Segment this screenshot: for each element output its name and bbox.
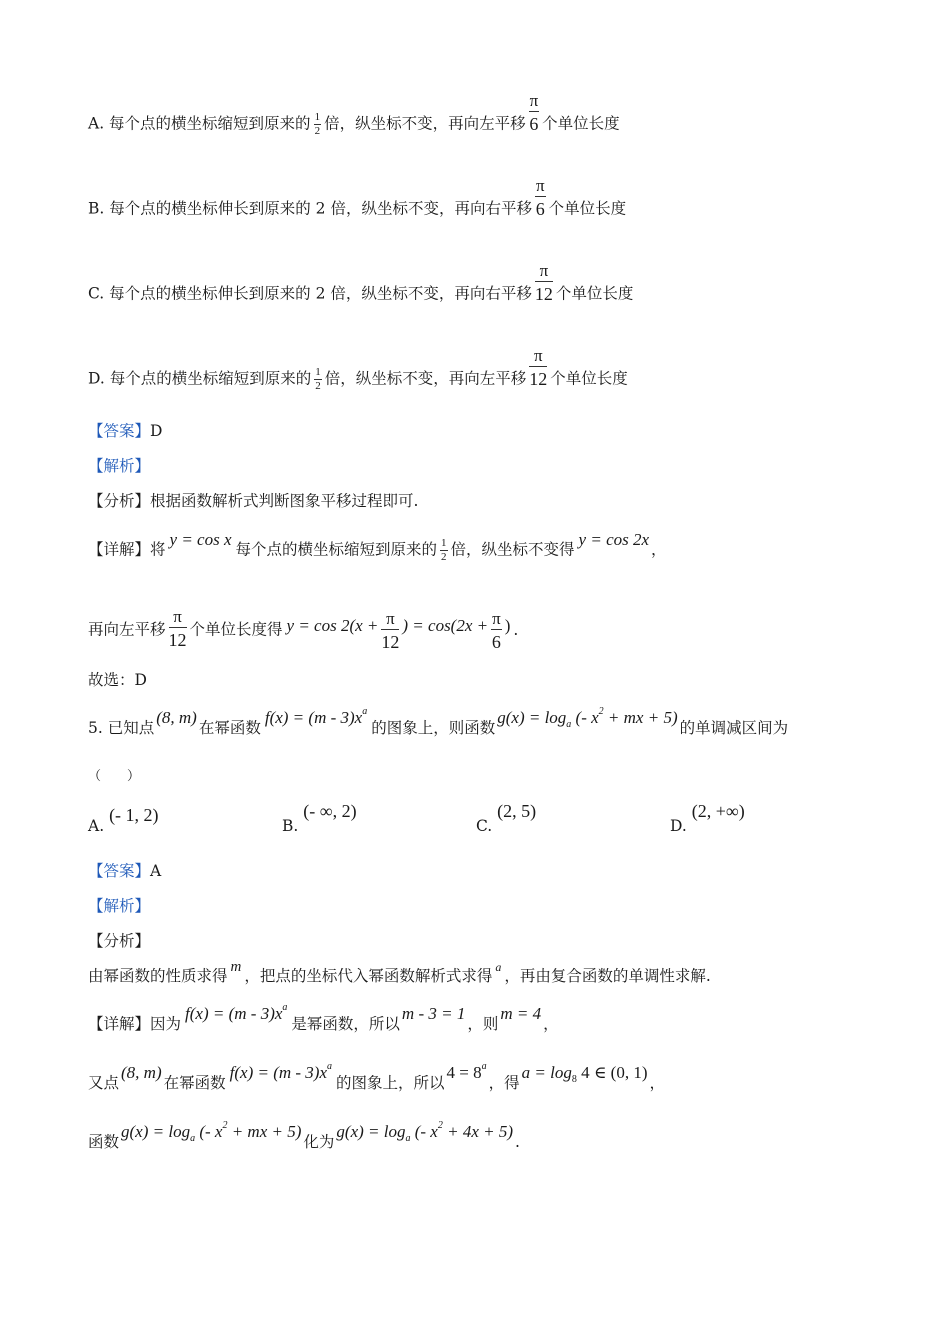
stem-text: 的单调减区间为 [679, 719, 789, 737]
math-expr: ) [504, 615, 511, 635]
fenxi-tag: 【分析】 [88, 932, 151, 950]
paren-blank: （ ） [88, 769, 141, 784]
option-b-shift: $\frac{\pi}{6}$ [535, 176, 545, 219]
detail-tag: 【详解】 [88, 1015, 151, 1033]
choice-label: A. [88, 817, 105, 835]
math-fraction: $\frac{\pi}{12}$ [381, 609, 400, 652]
option-c-shift: $\frac{\pi}{12}$ [534, 261, 553, 304]
answer-value: A [150, 862, 162, 880]
math-eq: m = 4 [500, 1004, 542, 1023]
option-d-shift: $\frac{\pi}{12}$ [529, 346, 548, 389]
detail-text: ，得 [488, 1074, 520, 1092]
choice-label: D. [670, 817, 687, 835]
q5-paren [88, 767, 140, 787]
choice-text: 故选：D [88, 671, 147, 689]
math-func-f: $f(x) = (m - 3)x^a$ [264, 706, 368, 727]
option-c-suffix: 个单位长度 [555, 284, 634, 303]
fenxi-text: 由幂函数的性质求得 [88, 967, 228, 985]
detail-fraction: $\frac{\pi}{12}$ [168, 607, 187, 650]
option-a-suffix: 个单位长度 [542, 114, 620, 133]
q4-detail-2 [88, 607, 519, 652]
fenxi-text: 根据函数解析式判断图象平移过程即可. [150, 492, 419, 510]
choice-label: C. [476, 817, 493, 835]
math-eq: $4 = 8^a$ [446, 1061, 487, 1082]
math-func-f: $f(x) = (m - 3)x^a$ [229, 1061, 333, 1082]
detail-text: 将 [150, 540, 166, 559]
option-c-prefix: C. 每个点的横坐标伸长到原来的 2 倍，纵坐标不变，再向右平移 [88, 284, 532, 303]
math-var-m: m [230, 959, 242, 975]
q5-choice-a [88, 805, 159, 835]
math-expr: y = cos 2x [578, 529, 650, 549]
stem-text: 在幂函数 [198, 719, 261, 737]
option-a [88, 91, 620, 145]
option-c [88, 261, 634, 315]
option-a-middle: 倍，纵坐标不变，再向左平移 [324, 114, 526, 133]
q4-fenxi [88, 491, 418, 511]
detail-text: ， [649, 1074, 666, 1092]
detail-text: 又点 [88, 1074, 120, 1092]
q5-choice-d [670, 801, 745, 835]
q5-fenxi-text [88, 959, 711, 987]
q5-stem [88, 706, 789, 738]
answer-tag: 【答案】 [88, 422, 151, 440]
q5-choice-b [282, 801, 357, 835]
math-var-a: a [495, 960, 502, 974]
detail-text: 个单位长度得 [189, 620, 283, 639]
option-a-shift: $\frac{\pi}{6}$ [529, 91, 539, 134]
math-fraction: $\frac{\pi}{6}$ [491, 609, 501, 652]
math-expr: y = cos 2(x + [286, 615, 379, 635]
q5-analysis-tag [88, 896, 150, 916]
math-point: (8, m) [156, 708, 197, 727]
detail-text: 是幂函数，所以 [291, 1015, 400, 1033]
detail-text: 因为 [150, 1015, 182, 1033]
detail-text: ， [651, 540, 667, 559]
fenxi-text: ，再由复合函数的单调性求解. [504, 967, 711, 985]
option-d-fraction: $\frac{1}{2}$ [315, 366, 321, 392]
stem-text: 5. 已知点 [88, 719, 155, 737]
math-func-g: $g(x) = \log_a$ (- $x^2 + 4x + 5$) [336, 1120, 513, 1144]
q5-detail-2 [88, 1061, 666, 1093]
option-a-prefix: A. 每个点的横坐标缩短到原来的 [88, 114, 311, 133]
detail-text: . [515, 1133, 520, 1151]
math-func-f: $f(x) = (m - 3)x^a$ [185, 1002, 288, 1023]
q5-answer [88, 861, 161, 881]
math-eq: $a = \log_8 4$ ∈ (0, 1) [521, 1063, 648, 1085]
fenxi-tag: 【分析】 [88, 492, 151, 510]
q4-analysis-tag [88, 456, 150, 476]
choice-label: B. [282, 817, 299, 835]
detail-text: 化为 [303, 1133, 335, 1151]
math-point: (8, m) [121, 1063, 162, 1082]
q4-answer [88, 421, 162, 441]
detail-text: 函数 [88, 1133, 120, 1151]
q5-detail-1 [88, 1002, 559, 1034]
choice-value: (- 1, 2) [109, 805, 159, 825]
detail-text: . [513, 620, 519, 639]
option-d-prefix: D. 每个点的横坐标缩短到原来的 [88, 369, 312, 388]
q5-fenxi-tag [88, 931, 150, 951]
detail-text: 在幂函数 [163, 1074, 226, 1092]
choice-value: (2, 5) [497, 801, 537, 821]
math-func-g: $g(x) = \log_a$ (- $x^2$ + mx + 5) [497, 706, 678, 730]
detail-text: ， [543, 1015, 559, 1033]
option-b-suffix: 个单位长度 [548, 199, 627, 218]
detail-text: 每个点的横坐标缩短到原来的 [235, 540, 438, 559]
detail-text: 再向左平移 [88, 620, 166, 639]
math-eq: m - 3 = 1 [401, 1004, 466, 1023]
option-d-suffix: 个单位长度 [550, 369, 628, 388]
option-a-fraction: $\frac{1}{2}$ [314, 111, 321, 137]
option-d [88, 346, 628, 400]
math-func-g: $g(x) = \log_a$ (- $x^2$ + mx + 5) [121, 1120, 302, 1144]
detail-fraction: $\frac{1}{2}$ [441, 537, 447, 563]
stem-text: 的图象上，则函数 [371, 719, 496, 737]
detail-text: 的图象上，所以 [336, 1074, 445, 1092]
answer-tag: 【答案】 [88, 862, 151, 880]
answer-value: D [150, 422, 163, 440]
choice-value: (- ∞, 2) [303, 801, 357, 821]
analysis-tag: 【解析】 [88, 457, 151, 475]
option-b [88, 176, 627, 230]
option-d-middle: 倍，纵坐标不变，再向左平移 [324, 369, 527, 388]
fenxi-text: ，把点的坐标代入幂函数解析式求得 [244, 967, 493, 985]
detail-text: ，则 [467, 1015, 499, 1033]
q5-detail-3 [88, 1120, 520, 1152]
q4-choice [88, 670, 147, 690]
detail-text: 倍，纵坐标不变得 [450, 540, 575, 559]
q5-choice-c [476, 801, 537, 835]
analysis-tag: 【解析】 [88, 897, 151, 915]
detail-tag: 【详解】 [88, 540, 151, 559]
math-expr: y = cos x [169, 529, 232, 549]
math-expr: ) = cos(2x + [402, 615, 489, 635]
choice-value: (2, +∞) [691, 801, 745, 821]
option-b-prefix: B. 每个点的横坐标伸长到原来的 2 倍，纵坐标不变，再向右平移 [88, 199, 532, 218]
q4-detail-1 [88, 529, 667, 563]
